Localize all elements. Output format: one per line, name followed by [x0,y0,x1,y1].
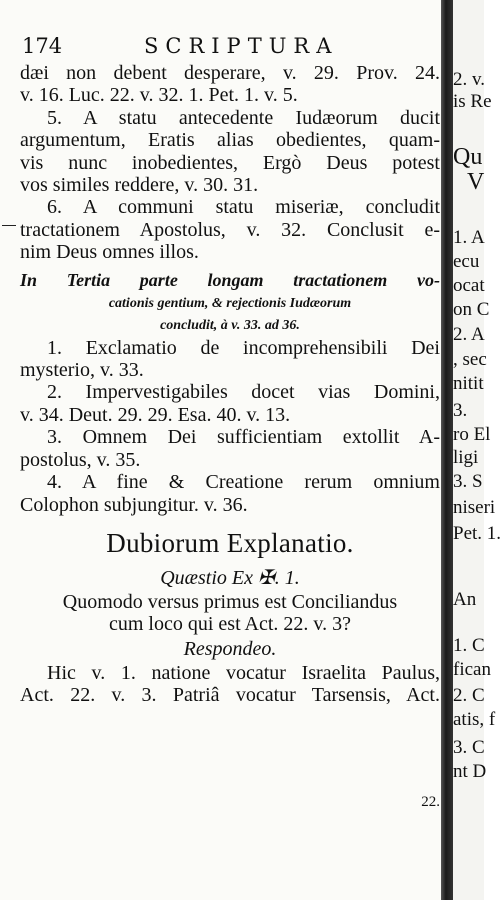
text-line: vis nunc inobedientes, Ergò Deus potest [20,151,440,174]
facing-fragment: ocat [453,275,485,296]
facing-fragment: V [467,169,485,195]
page-header [22,34,442,60]
facing-fragment: 1. C [453,635,485,656]
facing-fragment: 3. C [453,737,485,758]
facing-fragment: is Re [453,91,492,112]
list-item: v. 34. Deut. 29. 29. Esa. 40. v. 13. [20,403,291,426]
question-line: cum loco qui est Act. 22. v. 3? [109,613,351,636]
text-line: dæi non debent desperare, v. 29. Prov. 24. [20,62,440,84]
part-heading: cationis gentium, & rejectionis Iudæorum [108,295,352,311]
facing-fragment: ro El [453,424,491,445]
text-line: v. 16. Luc. 22. v. 32. 1. Pet. 1. v. 5. [20,84,298,107]
facing-fragment: fican [453,659,491,680]
facing-fragment: An [453,589,477,610]
facing-fragment: nt D [453,761,487,782]
facing-fragment: 2. C [453,685,485,706]
facing-fragment: 2. A [453,324,485,345]
facing-fragment: niseri [453,497,496,518]
facing-fragment: , sec [453,349,487,370]
answer-line: Hic v. 1. natione vocatur Israelita Paulus, [47,661,440,684]
margin-mark [2,225,16,226]
list-item: postolus, v. 35. [20,448,141,471]
text-line: vos similes reddere, v. 30. 31. [20,174,259,197]
facing-fragment: on C [453,299,490,320]
section-title: Dubiorum Explanatio. [106,527,354,558]
facing-fragment: 2. v. [453,69,486,90]
page-number: 174 [22,34,63,58]
facing-fragment: Pet. 1. [453,523,501,544]
facing-page [453,0,501,900]
facing-fragment: ligi [453,447,479,468]
part-heading: concludit, à v. 33. ad 36. [160,317,300,333]
quaestio-heading: Quæstio Ex ✠. 1. [160,566,300,589]
text-line: nim Deus omnes illos. [20,241,199,264]
facing-fragment: atis, f [453,709,496,730]
list-item: Colophon subjungitur. v. 36. [20,493,248,516]
running-head: SCRIPTURA [144,34,339,58]
page-body [20,62,440,707]
text-line: 6. A communi statu miseriæ, concludit [47,196,440,219]
facing-fragment: 3. S [453,471,483,492]
part-heading: In Tertia parte longam tractationem vo- [20,269,440,290]
list-item: 2. Impervestigabiles docet vias Domini, [47,381,440,404]
list-item: 3. Omnem Dei sufficientiam extollit A- [47,426,440,449]
facing-fragment: Qu [453,144,483,170]
list-item: 1. Exclamatio de incomprehensibili Dei [47,336,440,359]
respondeo-heading: Respondeo. [183,637,277,660]
text-line: 5. A statu antecedente Iudæorum ducit [47,106,440,129]
list-item: 4. A fine & Creatione rerum omnium [47,471,440,494]
question-line: Quomodo versus primus est Conciliandus [62,590,398,613]
facing-fragment: 3. [453,400,468,421]
facing-fragment: ecu [453,251,480,272]
facing-fragment: nitit [453,373,484,394]
facing-fragment: 1. A [453,227,485,248]
book-gutter [441,0,453,900]
text-line: tractationem Apostolus, v. 32. Conclusit e- [20,218,440,241]
catchword: 22. [421,794,440,810]
text-line: argumentum, Eratis alias obedientes, quam- [20,129,440,152]
answer-line: Act. 22. v. 3. Patriâ vocatur Tarsensis, Act. [20,684,440,707]
list-item: mysterio, v. 33. [20,359,144,382]
